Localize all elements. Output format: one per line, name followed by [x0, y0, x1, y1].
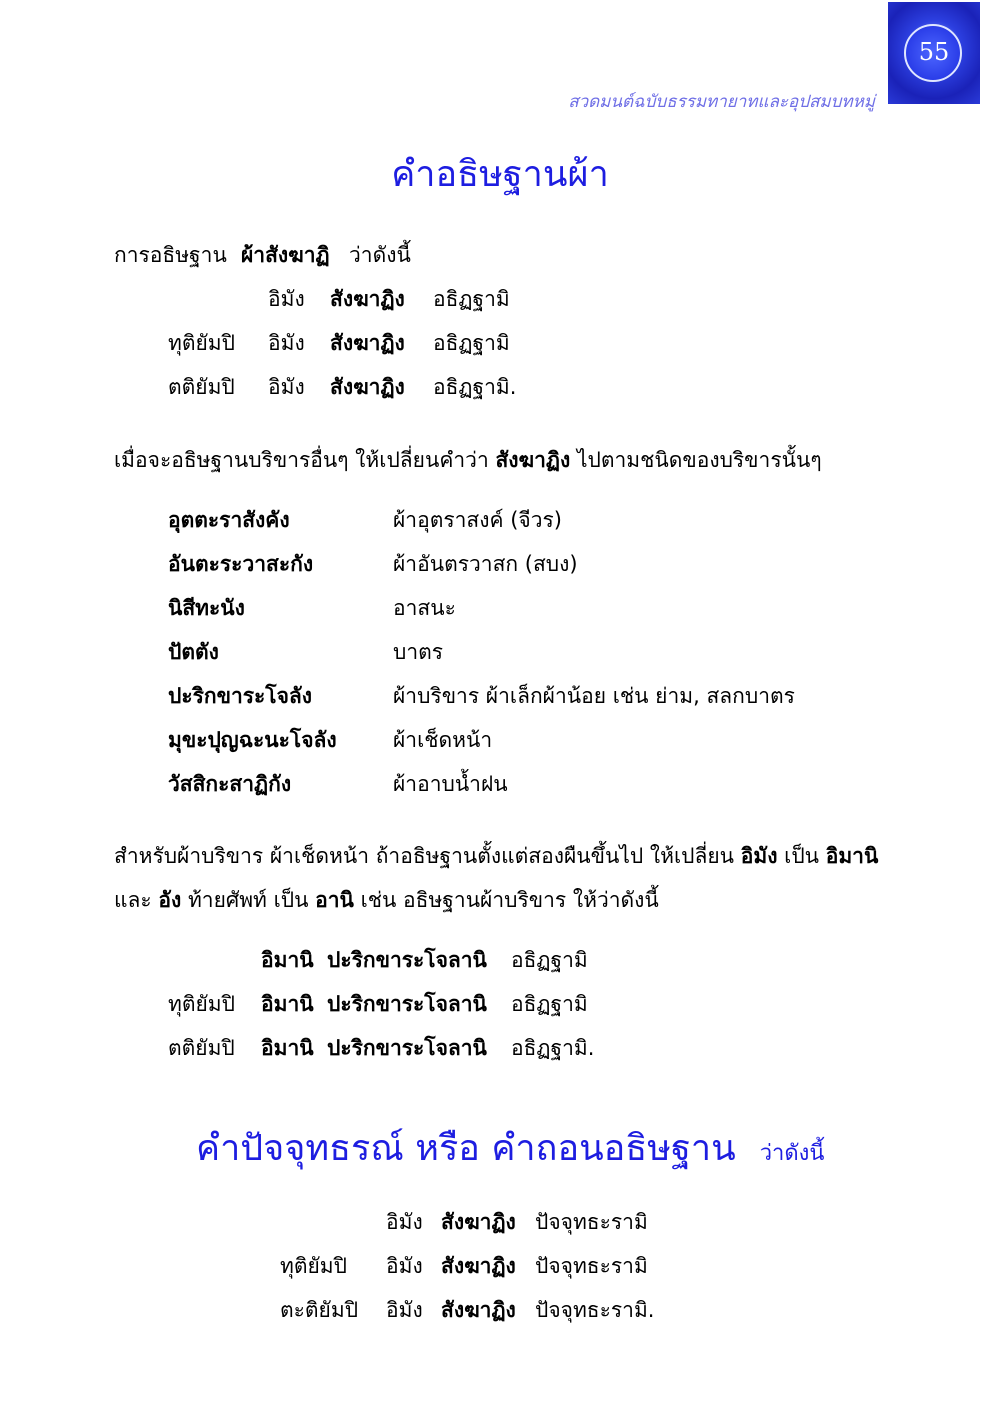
item-thai: ผ้าอันตรวาสก (สบง) — [393, 552, 578, 576]
withdraw-term: สังฆาฏิง — [441, 1210, 516, 1234]
plural-ordinal: ทุติยัมปิ — [168, 992, 235, 1016]
plural-note-text: เป็น — [784, 844, 820, 868]
plural-note-text: เช่น อธิษฐานผ้าบริขาร ให้ว่าดังนี้ — [360, 888, 659, 912]
item-pali: อันตะระวาสะกัง — [168, 552, 314, 576]
chant-verb: อธิฏฐามิ. — [433, 375, 517, 399]
section-title-adhitthana: คำอธิษฐานผ้า — [391, 154, 609, 195]
chant-ordinal: ตติยัมปิ — [168, 375, 235, 399]
plural-note-term: อัง — [158, 888, 182, 912]
item-pali: มุขะปุญฉะนะโจลัง — [168, 728, 337, 752]
chant-verb: อธิฏฐามิ — [433, 331, 510, 355]
chant-word: อิมัง — [268, 287, 305, 311]
item-pali: นิสีทะนัง — [168, 596, 245, 620]
plural-note-term: อิมัง — [740, 844, 778, 868]
section2-title-text: คำปัจจุทธรณ์ หรือ คำถอนอธิษฐาน — [196, 1128, 736, 1169]
withdraw-ordinal: ตะติยัมปิ — [280, 1298, 359, 1322]
plural-note-text: สำหรับผ้าบริขาร ผ้าเช็ดหน้า ถ้าอธิษฐานตั้งแต่สองผืนขึ้นไป ให้เปลี่ยน — [114, 844, 735, 868]
item-thai: ผ้าอาบน้ำฝน — [393, 772, 508, 796]
withdraw-term: สังฆาฏิง — [441, 1298, 516, 1322]
plural-verb: อธิฏฐามิ. — [511, 1036, 595, 1060]
plural-term: ปะริกขาระโจลานิ — [327, 992, 487, 1016]
plural-term: ปะริกขาระโจลานิ — [327, 948, 487, 972]
note-pre: เมื่อจะอธิษฐานบริขารอื่นๆ ให้เปลี่ยนคำว่า — [114, 448, 489, 472]
item-pali: ปะริกขาระโจลัง — [168, 684, 313, 708]
plural-word: อิมานิ — [261, 992, 314, 1016]
item-thai: ผ้าบริขาร ผ้าเล็กผ้าน้อย เช่น ย่าม, สลกบาตร — [393, 684, 795, 708]
chant-term: สังฆาฏิง — [330, 331, 405, 355]
item-thai: บาตร — [393, 640, 444, 664]
plural-note-line2 — [114, 886, 659, 914]
chant-term: สังฆาฏิง — [330, 287, 405, 311]
plural-ordinal: ตติยัมปิ — [168, 1036, 235, 1060]
plural-note-term: อานิ — [315, 888, 354, 912]
running-title: สวดมนต์ฉบับธรรมทายาทและอุปสมบทหมู่ — [568, 92, 875, 112]
plural-note-text: และ — [114, 888, 152, 912]
item-pali: อุตตะราสังคัง — [168, 508, 290, 532]
item-thai: อาสนะ — [393, 596, 456, 620]
plural-note-line1 — [114, 842, 878, 870]
item-thai: ผ้าอุตราสงค์ (จีวร) — [393, 508, 562, 532]
withdraw-word: อิมัง — [386, 1298, 423, 1322]
intro-post: ว่าดังนี้ — [349, 243, 411, 267]
chant-word: อิมัง — [268, 331, 305, 355]
chant-verb: อธิฏฐามิ — [433, 287, 510, 311]
intro-pre: การอธิษฐาน — [114, 243, 227, 267]
withdraw-verb: ปัจจุทธะรามิ — [535, 1254, 648, 1278]
chant-term: สังฆาฏิง — [330, 375, 405, 399]
plural-verb: อธิฏฐามิ — [511, 992, 588, 1016]
plural-term: ปะริกขาระโจลานิ — [327, 1036, 487, 1060]
withdraw-term: สังฆาฏิง — [441, 1254, 516, 1278]
section-title-withdrawal — [196, 1124, 824, 1179]
withdraw-verb: ปัจจุทธะรามิ. — [535, 1298, 655, 1322]
plural-word: อิมานิ — [261, 1036, 314, 1060]
withdraw-word: อิมัง — [386, 1210, 423, 1234]
plural-note-text: ท้ายศัพท์ เป็น — [187, 888, 309, 912]
intro-term: ผ้าสังฆาฏิ — [241, 243, 330, 267]
note-post: ไปตามชนิดของบริขารนั้นๆ — [576, 448, 822, 472]
withdraw-ordinal: ทุติยัมปิ — [280, 1254, 347, 1278]
plural-verb: อธิฏฐามิ — [511, 948, 588, 972]
chant-ordinal: ทุติยัมปิ — [168, 331, 235, 355]
section2-title-tail: ว่าดังนี้ — [759, 1141, 825, 1166]
plural-note-term: อิมานิ — [825, 844, 879, 868]
withdraw-word: อิมัง — [386, 1254, 423, 1278]
note-term: สังฆาฏิง — [495, 448, 571, 472]
page-number-badge — [888, 2, 980, 104]
plural-word: อิมานิ — [261, 948, 314, 972]
item-pali: วัสสิกะสาฏิกัง — [168, 772, 292, 796]
chant-word: อิมัง — [268, 375, 305, 399]
item-pali: ปัตตัง — [168, 640, 219, 664]
note-text — [114, 446, 822, 474]
page-number: 55 — [918, 38, 950, 66]
item-thai: ผ้าเช็ดหน้า — [393, 728, 493, 752]
withdraw-verb: ปัจจุทธะรามิ — [535, 1210, 648, 1234]
